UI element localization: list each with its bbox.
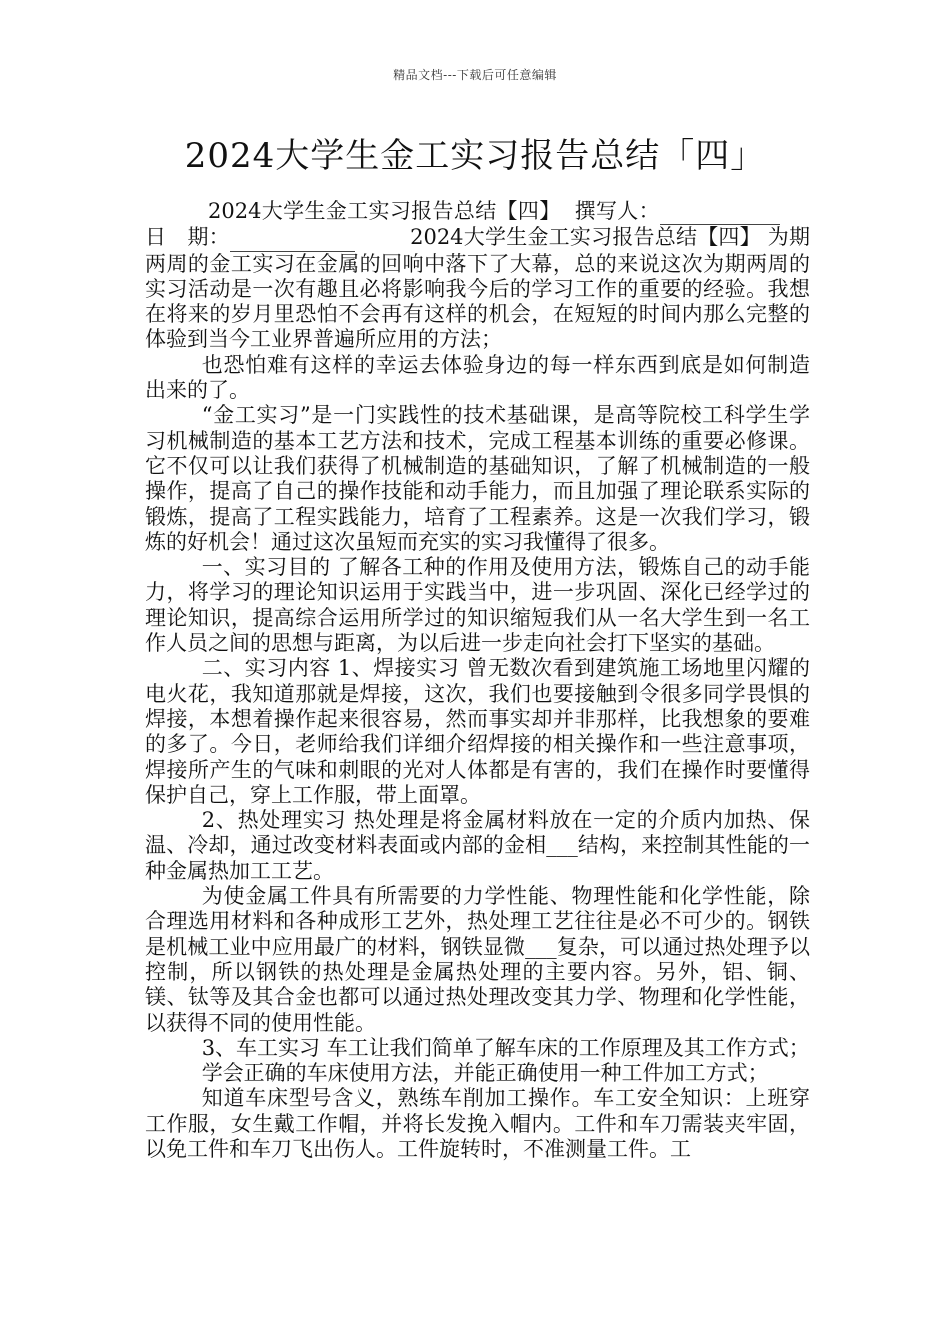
paragraph: 二、实习内容 1、焊接实习 曾无数次看到建筑施工场地里闪耀的电火花，我知道那就是焊接，这次，我们也要接触到令很多同学畏惧的焊接，本想着操作起来很容易，然而事实却并非那样，比我想象的要难的多了。今日，老师给我们详细介绍焊接的相关操作和一些注意事项，焊接所产生的气味和刺眼的光对人体都是有害的，我们在操作时要懂得保护自己，穿上工作服，带上面罩。 — [145, 656, 810, 807]
document-body — [145, 199, 810, 1162]
author-blank — [660, 199, 780, 225]
paragraph: 学会正确的车床使用方法，并能正确使用一种工件加工方式； — [201, 1061, 769, 1086]
date-label: 日 期： — [145, 225, 230, 250]
date-blank — [230, 225, 355, 251]
author-label: 撰写人： — [574, 199, 660, 223]
paragraph: 2、热处理实习 热处理是将金属材料放在一定的介质内加热、保温、冷却，通过改变材料表面或内部的金相___结构，来控制其性能的一种金属热加工工艺。 — [145, 808, 810, 883]
intro-paragraph — [145, 199, 810, 353]
paragraph: 一、实习目的 了解各工种的作用及使用方法，锻炼自己的动手能力，将学习的理论知识运用于实践当中，进一步巩固、深化已经学过的理论知识，提高综合运用所学过的知识缩短我们从一名大学生到一名工作人员之间的思想与距离，为以后进一步走向社会打下坚实的基础。 — [145, 555, 810, 656]
paragraph: 知道车床型号含义，熟练车削加工操作。车工安全知识：上班穿工作服，女生戴工作帽，并将长发挽入帽内。工件和车刀需装夹牢固，以免工件和车刀飞出伤人。工件旋转时，不准测量工件。工 — [145, 1086, 810, 1161]
paragraph: 3、车工实习 车工让我们简单了解车床的工作原理及其工作方式； — [201, 1035, 810, 1060]
paragraph: 也恐怕难有这样的幸运去体验身边的每一样东西到底是如何制造出来的了。 — [145, 352, 810, 403]
document-title: 2024大学生金工实习报告总结「四」 — [184, 136, 766, 176]
header-note: 精品文档---下载后可任意编辑 — [393, 68, 557, 82]
paragraph: 为使金属工件具有所需要的力学性能、物理性能和化学性能，除合理选用材料和各种成形工艺外，热处理工艺往往是必不可少的。钢铁是机械工业中应用最广的材料，钢铁显微___复杂，可以通过热处理予以控制，所以钢铁的热处理是金属热处理的主要内容。另外，铝、铜、镁、钛等及其合金也都可以通过热处理改变其力学、物理和化学性能，以获得不同的使用性能。 — [145, 884, 810, 1035]
intro-text: 2024大学生金工实习报告总结【四】 为期两周的金工实习在金属的回响中落下了大幕，总的来说这次为期两周的实习活动是一次有趣且必将影响我今后的学习工作的重要的经验。我想在将来的岁月里恐怕不会再有这样的机会，在短短的时间内那么完整的体验到当今工业界普遍所应用的方法； — [145, 225, 811, 352]
paragraph: “金工实习”是一门实践性的技术基础课，是高等院校工科学生学习机械制造的基本工艺方法和技术，完成工程基本训练的重要必修课。它不仅可以让我们获得了机械制造的基础知识，了解了机械制造的一般操作，提高了自己的操作技能和动手能力，而且加强了理论联系实际的锻炼，提高了工程实践能力，培育了工程素养。这是一次我们学习，锻炼的好机会！通过这次虽短而充实的实习我懂得了很多。 — [145, 403, 810, 554]
intro-title: 2024大学生金工实习报告总结【四】 — [208, 199, 561, 223]
